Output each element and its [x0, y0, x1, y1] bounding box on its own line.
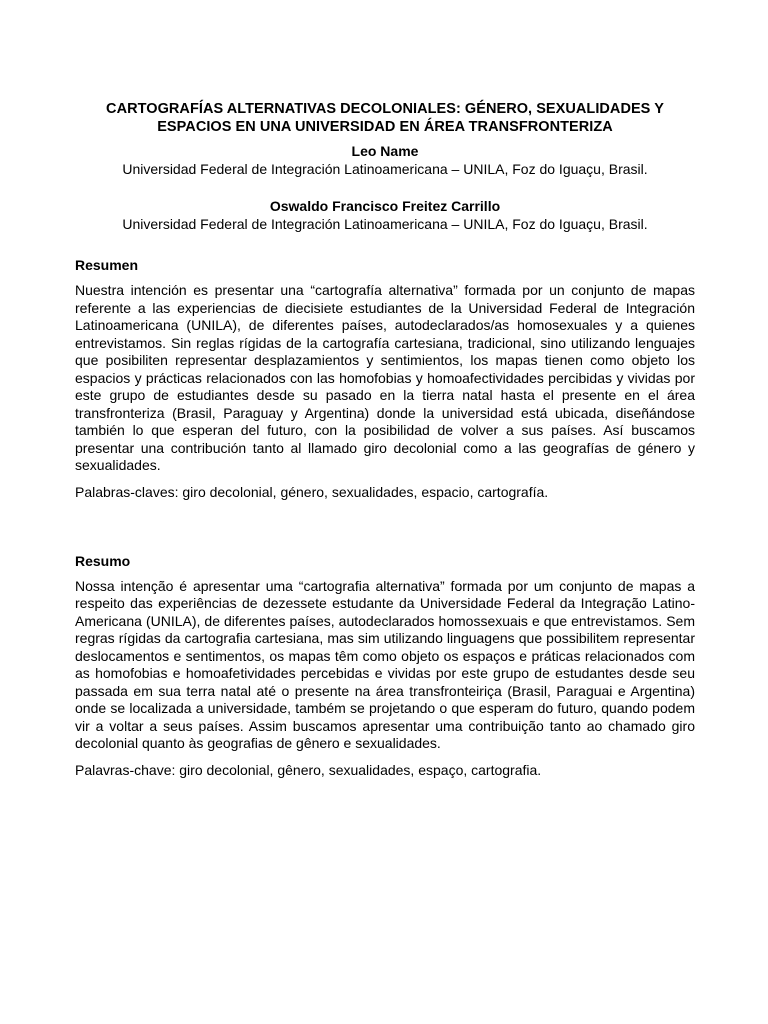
- document-page: [75, 100, 695, 779]
- resumo-keywords: Palavras-chave: giro decolonial, gênero, sexualidades, espaço, cartografia.: [75, 761, 542, 778]
- author-affiliation: Universidad Federal de Integración Latinoamericana – UNILA, Foz do Iguaçu, Brasil.: [122, 161, 648, 177]
- resumo-heading: Resumo: [75, 552, 131, 569]
- author-name: Leo Name: [351, 143, 419, 159]
- resumo-body: Nossa intenção é apresentar uma “cartografia alternativa” formada por um conjunto de mapas a respeito das experiências de dezessete estudante da Universidade Federal da Integração Latino-Americana (UNILA), de diferentes países, autodeclarados homossexuais e que entrevistamos. Sem regras rígidas da cartografia cartesiana, mas sim utilizando linguagens que possibilitem representar deslocamentos e sentimentos, os mapas têm como objeto os espaços e práticas relacionados com as homofobias e homoafetividades percebidas e vividas por este grupo de estudantes desde seu passada em sua terra natal até o presente na área transfronteiriça (Brasil, Paraguai e Argentina) onde se localizada a universidade, também se projetando o que esperam do futuro, quando podem vir a voltar a seus países. Assim buscamos apresentar uma contribuição tanto ao chamado giro decolonial quanto às geografias de gênero e sexualidades.: [75, 577, 695, 751]
- author-name: Oswaldo Francisco Freitez Carrillo: [269, 198, 501, 214]
- resumen-section: [75, 256, 695, 501]
- author-affiliation: Universidad Federal de Integración Latinoamericana – UNILA, Foz do Iguaçu, Brasil.: [122, 216, 648, 232]
- author-block-1: [75, 142, 695, 178]
- document-title: [75, 100, 695, 136]
- resumen-keywords: Palabras-claves: giro decolonial, género, sexualidades, espacio, cartografía.: [75, 483, 549, 500]
- title-line-1: CARTOGRAFÍAS ALTERNATIVAS DECOLONIALES: GÉNERO, SEXUALIDADES Y: [106, 101, 664, 117]
- title-line-2: ESPACIOS EN UNA UNIVERSIDAD EN ÁREA TRANSFRONTERIZA: [157, 119, 613, 135]
- resumo-section: [75, 552, 695, 779]
- author-block-2: [75, 197, 695, 233]
- resumen-body: Nuestra intención es presentar una “cartografía alternativa” formada por un conjunto de mapas referente a las experiencias de diecisiete estudiantes de la Universidad Federal de Integración Latinoamericana (UNILA), de diferentes países, autodeclarados/as homosexuales y a quienes entrevistamos. Sin reglas rígidas de la cartografía cartesiana, tradicional, sino utilizando lenguajes que posibiliten representar desplazamientos y sentimientos, los mapas tienen como objeto los espacios y prácticas relacionados con las homofobias y homoafectividades percibidas y vividas por este grupo de estudiantes desde su pasado en la tierra natal hasta el presente en el área transfronteriza (Brasil, Paraguay y Argentina) donde la universidad está ubicada, diseñándose también lo que esperan del futuro, con la posibilidad de volver a sus países. Así buscamos presentar una contribución tanto al llamado giro decolonial como a las geografías de género y sexualidades.: [75, 282, 695, 473]
- resumen-heading: Resumen: [75, 257, 139, 273]
